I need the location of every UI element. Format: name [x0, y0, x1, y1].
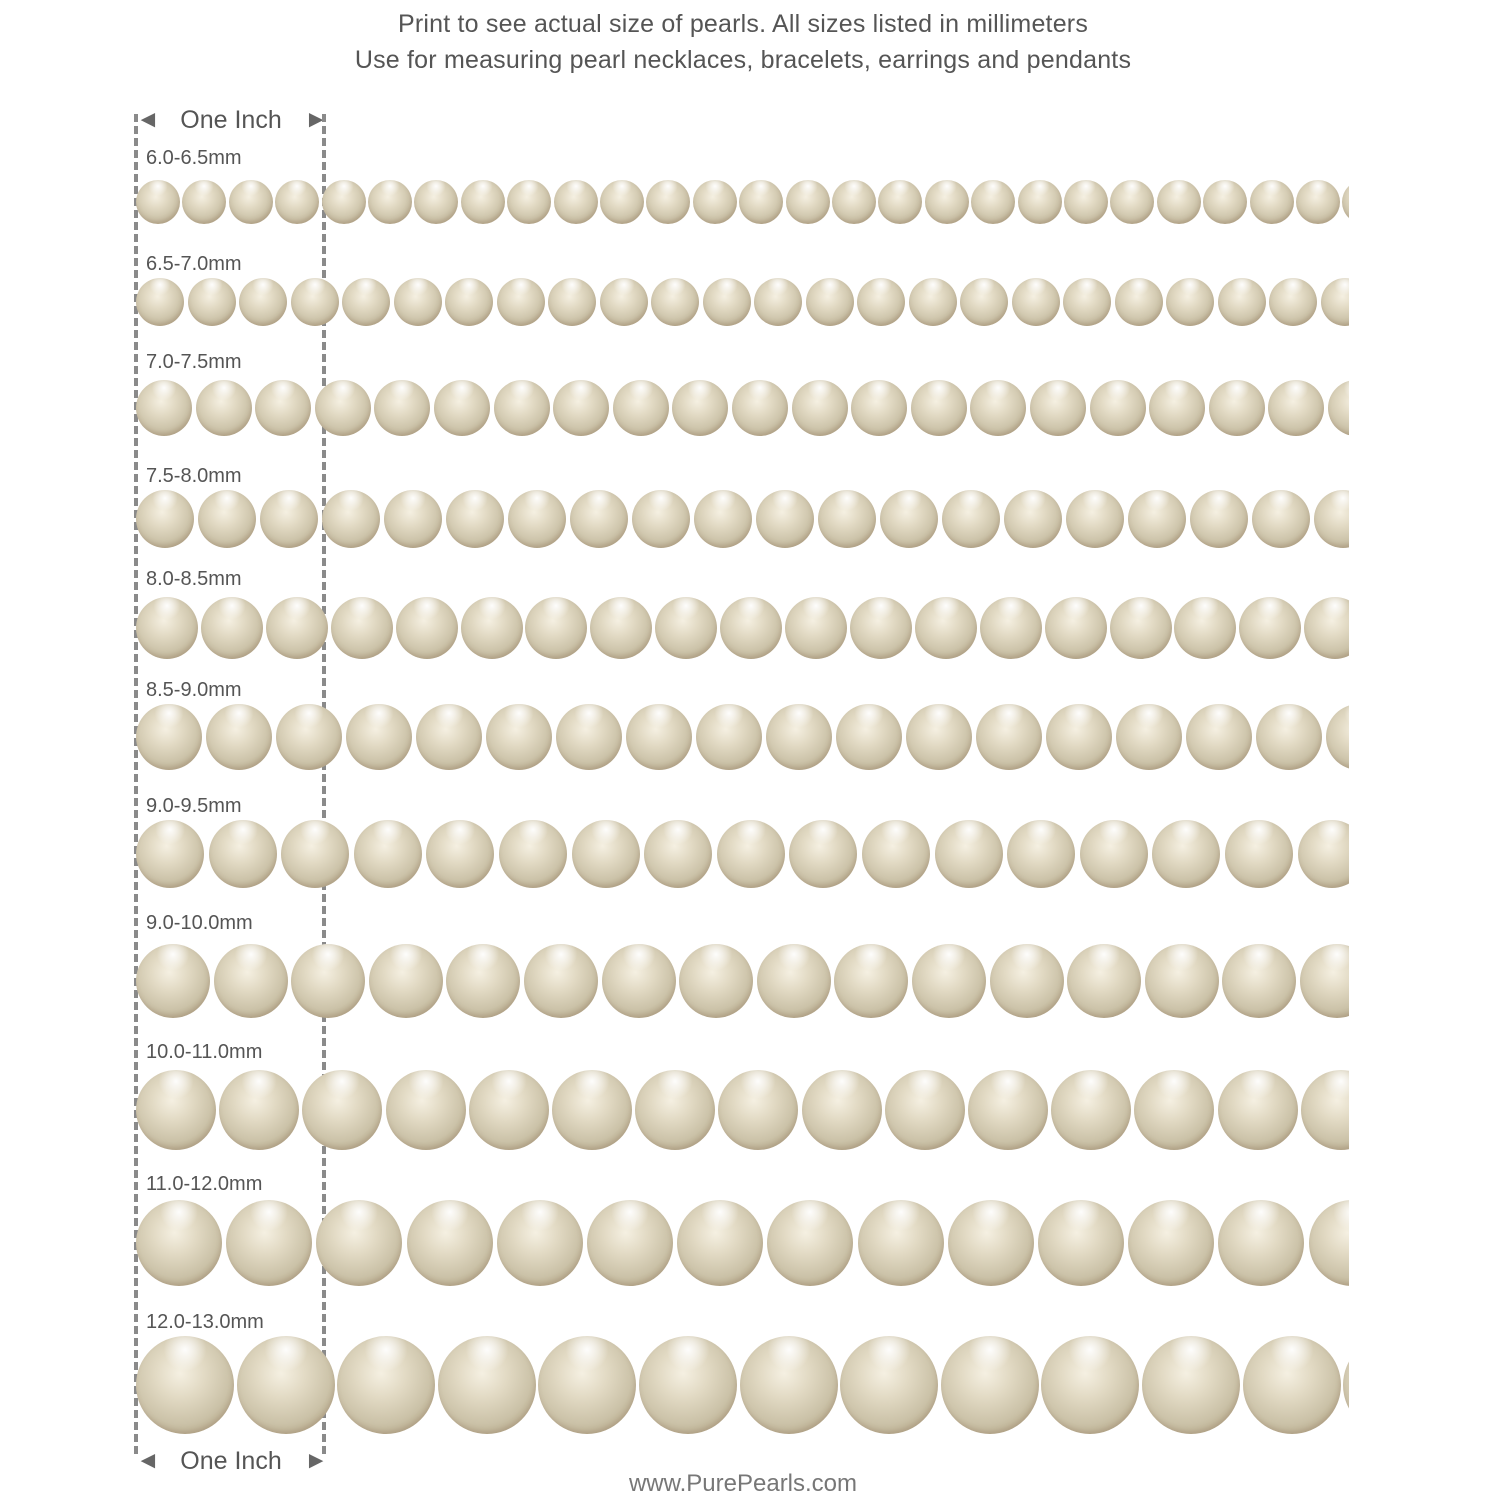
pearl: [281, 820, 349, 888]
pearl: [1004, 490, 1062, 548]
row-label: 7.5-8.0mm: [146, 465, 242, 487]
pearl: [672, 380, 728, 436]
pearl: [374, 380, 430, 436]
pearl: [600, 278, 648, 326]
pearl: [1298, 820, 1349, 888]
pearl: [1328, 380, 1349, 436]
pearl: [1301, 1070, 1349, 1150]
pearl: [976, 704, 1042, 770]
pearl: [635, 1070, 715, 1150]
pearl: [497, 278, 545, 326]
pearl: [878, 180, 922, 224]
pearl: [694, 490, 752, 548]
pearl: [802, 1070, 882, 1150]
pearl: [407, 1200, 493, 1286]
row-label: 6.0-6.5mm: [146, 147, 242, 169]
pearl: [548, 278, 596, 326]
pearl: [136, 820, 204, 888]
pearl: [556, 704, 622, 770]
pearl: [1066, 490, 1124, 548]
pearl: [136, 704, 202, 770]
pearl-row: [136, 180, 1349, 224]
pearl: [525, 597, 587, 659]
pearl: [806, 278, 854, 326]
pearl: [757, 944, 831, 1018]
pearl: [1012, 278, 1060, 326]
pearl: [136, 1200, 222, 1286]
pearl: [1239, 597, 1301, 659]
pearl: [275, 180, 319, 224]
pearl: [942, 490, 1000, 548]
pearl: [1041, 1336, 1139, 1434]
pearl: [1149, 380, 1205, 436]
pearl: [885, 1070, 965, 1150]
pearl: [739, 180, 783, 224]
header-line-1: Print to see actual size of pearls. All sizes listed in millimeters: [397, 10, 1089, 38]
pearl: [1326, 704, 1349, 770]
pearl: [909, 278, 957, 326]
pearl: [354, 820, 422, 888]
pearl-row: [136, 1070, 1349, 1150]
right-arrow-icon: ►: [304, 1447, 328, 1474]
pearl: [906, 704, 972, 770]
row-label: 11.0-12.0mm: [146, 1173, 263, 1195]
pearl: [572, 820, 640, 888]
pearl: [426, 820, 494, 888]
pearl: [255, 380, 311, 436]
pearl: [948, 1200, 1034, 1286]
pearl: [209, 820, 277, 888]
pearl: [507, 180, 551, 224]
pearl: [602, 944, 676, 1018]
pearl: [696, 704, 762, 770]
pearl: [850, 597, 912, 659]
pearl: [136, 490, 194, 548]
pearl: [136, 1336, 234, 1434]
pearl: [416, 704, 482, 770]
pearl: [486, 704, 552, 770]
pearl: [342, 278, 390, 326]
pearl: [911, 380, 967, 436]
row-label: 10.0-11.0mm: [146, 1041, 263, 1063]
pearl: [1218, 1200, 1304, 1286]
pearl: [570, 490, 628, 548]
pearl: [1080, 820, 1148, 888]
row-label: 6.5-7.0mm: [146, 253, 242, 275]
pearl: [1209, 380, 1265, 436]
pearl: [136, 180, 180, 224]
pearl: [1222, 944, 1296, 1018]
pearl: [693, 180, 737, 224]
pearl: [260, 490, 318, 548]
pearl: [718, 1070, 798, 1150]
pearl-row: [136, 490, 1349, 548]
pearl: [497, 1200, 583, 1286]
pearl: [1063, 278, 1111, 326]
pearl: [1110, 180, 1154, 224]
pearl: [644, 820, 712, 888]
pearl: [1343, 1336, 1349, 1434]
pearl: [1115, 278, 1163, 326]
pearl: [322, 180, 366, 224]
pearl: [1342, 180, 1349, 224]
pearl: [554, 180, 598, 224]
pearl: [1128, 490, 1186, 548]
pearl: [858, 1200, 944, 1286]
pearl: [1218, 278, 1266, 326]
pearl: [862, 820, 930, 888]
pearl: [136, 944, 210, 1018]
pearl: [331, 597, 393, 659]
pearl-row: [136, 704, 1349, 770]
pearl: [508, 490, 566, 548]
pearl: [639, 1336, 737, 1434]
pearl: [818, 490, 876, 548]
pearl: [538, 1336, 636, 1434]
pearl: [438, 1336, 536, 1434]
pearl: [1269, 278, 1317, 326]
pearl: [1152, 820, 1220, 888]
pearl-row: [136, 278, 1349, 326]
pearl: [494, 380, 550, 436]
pearl: [912, 944, 986, 1018]
pearl: [646, 180, 690, 224]
pearl: [1314, 490, 1349, 548]
pearl: [971, 180, 1015, 224]
pearl: [553, 380, 609, 436]
pearl: [461, 597, 523, 659]
pearl: [941, 1336, 1039, 1434]
pearl: [552, 1070, 632, 1150]
pearl: [524, 944, 598, 1018]
pearl: [136, 278, 184, 326]
pearl: [970, 380, 1026, 436]
pearl: [990, 944, 1064, 1018]
pearl: [136, 1070, 216, 1150]
pearl: [1007, 820, 1075, 888]
pearl: [1051, 1070, 1131, 1150]
pearl: [136, 597, 198, 659]
pearl: [1321, 278, 1350, 326]
pearl: [315, 380, 371, 436]
pearl: [1304, 597, 1349, 659]
pearl-row: [136, 820, 1349, 888]
pearl: [792, 380, 848, 436]
pearl: [206, 704, 272, 770]
pearl: [446, 944, 520, 1018]
pearl: [499, 820, 567, 888]
pearl: [740, 1336, 838, 1434]
row-label: 8.5-9.0mm: [146, 679, 242, 701]
pearl: [446, 490, 504, 548]
pearl: [291, 944, 365, 1018]
pearl: [651, 278, 699, 326]
pearl: [396, 597, 458, 659]
pearl: [291, 278, 339, 326]
pearl: [219, 1070, 299, 1150]
row-label: 9.0-10.0mm: [146, 912, 253, 934]
pearl: [198, 490, 256, 548]
pearl: [880, 490, 938, 548]
pearl: [182, 180, 226, 224]
pearl-row: [136, 597, 1349, 659]
pearl: [276, 704, 342, 770]
pearl: [384, 490, 442, 548]
pearl: [461, 180, 505, 224]
pearl: [1030, 380, 1086, 436]
pearl: [732, 380, 788, 436]
pearl: [237, 1336, 335, 1434]
pearl: [394, 278, 442, 326]
pearl: [1190, 490, 1248, 548]
one-inch-label-bottom: One Inch: [180, 1447, 282, 1475]
pearl: [196, 380, 252, 436]
pearl: [587, 1200, 673, 1286]
pearl: [980, 597, 1042, 659]
pearl: [832, 180, 876, 224]
pearl: [720, 597, 782, 659]
pearl: [789, 820, 857, 888]
right-arrow-icon: ►: [304, 106, 328, 133]
pearl: [337, 1336, 435, 1434]
pearl: [767, 1200, 853, 1286]
left-arrow-icon: ◄: [136, 1447, 160, 1474]
row-label: 9.0-9.5mm: [146, 795, 242, 817]
pearl: [703, 278, 751, 326]
pearl: [214, 944, 288, 1018]
header-line-2: Use for measuring pearl necklaces, bracelets, earrings and pendants: [354, 46, 1132, 74]
one-inch-label-top: One Inch: [180, 106, 282, 134]
pearl: [1142, 1336, 1240, 1434]
pearl: [1134, 1070, 1214, 1150]
pearl: [1252, 490, 1310, 548]
pearl: [1166, 278, 1214, 326]
pearl: [414, 180, 458, 224]
pearl: [613, 380, 669, 436]
pearl: [369, 944, 443, 1018]
pearl: [1309, 1200, 1349, 1286]
pearl: [1186, 704, 1252, 770]
pearl: [717, 820, 785, 888]
pearl-row: [136, 1200, 1349, 1286]
row-label: 12.0-13.0mm: [146, 1311, 264, 1333]
pearl-rows: [136, 0, 1349, 1487]
left-arrow-icon: ◄: [136, 106, 160, 133]
pearl: [857, 278, 905, 326]
pearl-row: [136, 944, 1349, 1018]
pearl: [445, 278, 493, 326]
pearl: [1110, 597, 1172, 659]
pearl: [785, 597, 847, 659]
pearl: [1250, 180, 1294, 224]
pearl: [469, 1070, 549, 1150]
pearl: [679, 944, 753, 1018]
pearl: [201, 597, 263, 659]
pearl: [766, 704, 832, 770]
pearl: [1268, 380, 1324, 436]
pearl: [368, 180, 412, 224]
pearl: [239, 278, 287, 326]
pearl: [229, 180, 273, 224]
row-label: 7.0-7.5mm: [146, 351, 242, 373]
pearl: [1018, 180, 1062, 224]
pearl: [1256, 704, 1322, 770]
pearl: [915, 597, 977, 659]
pearl: [1296, 180, 1340, 224]
pearl: [302, 1070, 382, 1150]
pearl: [1128, 1200, 1214, 1286]
footer-url: www.PurePearls.com: [628, 1470, 858, 1497]
pearl: [677, 1200, 763, 1286]
pearl: [626, 704, 692, 770]
pearl: [1116, 704, 1182, 770]
pearl: [1157, 180, 1201, 224]
pearl: [851, 380, 907, 436]
pearl-row: [136, 380, 1349, 436]
pearl: [836, 704, 902, 770]
pearl: [935, 820, 1003, 888]
pearl: [1243, 1336, 1341, 1434]
pearl: [1038, 1200, 1124, 1286]
pearl: [1218, 1070, 1298, 1150]
pearl: [1300, 944, 1349, 1018]
pearl: [1225, 820, 1293, 888]
pearl: [600, 180, 644, 224]
pearl: [188, 278, 236, 326]
pearl-row: [136, 1336, 1349, 1434]
row-label: 8.0-8.5mm: [146, 568, 242, 590]
pearl: [968, 1070, 1048, 1150]
pearl: [786, 180, 830, 224]
pearl: [226, 1200, 312, 1286]
pearl: [266, 597, 328, 659]
pearl: [1067, 944, 1141, 1018]
pearl: [632, 490, 690, 548]
pearl: [346, 704, 412, 770]
pearl: [1045, 597, 1107, 659]
pearl: [1064, 180, 1108, 224]
pearl: [590, 597, 652, 659]
pearl: [1090, 380, 1146, 436]
pearl: [386, 1070, 466, 1150]
pearl: [840, 1336, 938, 1434]
pearl: [1203, 180, 1247, 224]
pearl: [434, 380, 490, 436]
pearl: [1145, 944, 1219, 1018]
pearl: [1174, 597, 1236, 659]
pearl: [655, 597, 717, 659]
pearl: [316, 1200, 402, 1286]
pearl: [322, 490, 380, 548]
pearl: [834, 944, 908, 1018]
pearl: [754, 278, 802, 326]
pearl: [1046, 704, 1112, 770]
pearl: [756, 490, 814, 548]
pearl: [925, 180, 969, 224]
pearl: [136, 380, 192, 436]
pearl: [960, 278, 1008, 326]
